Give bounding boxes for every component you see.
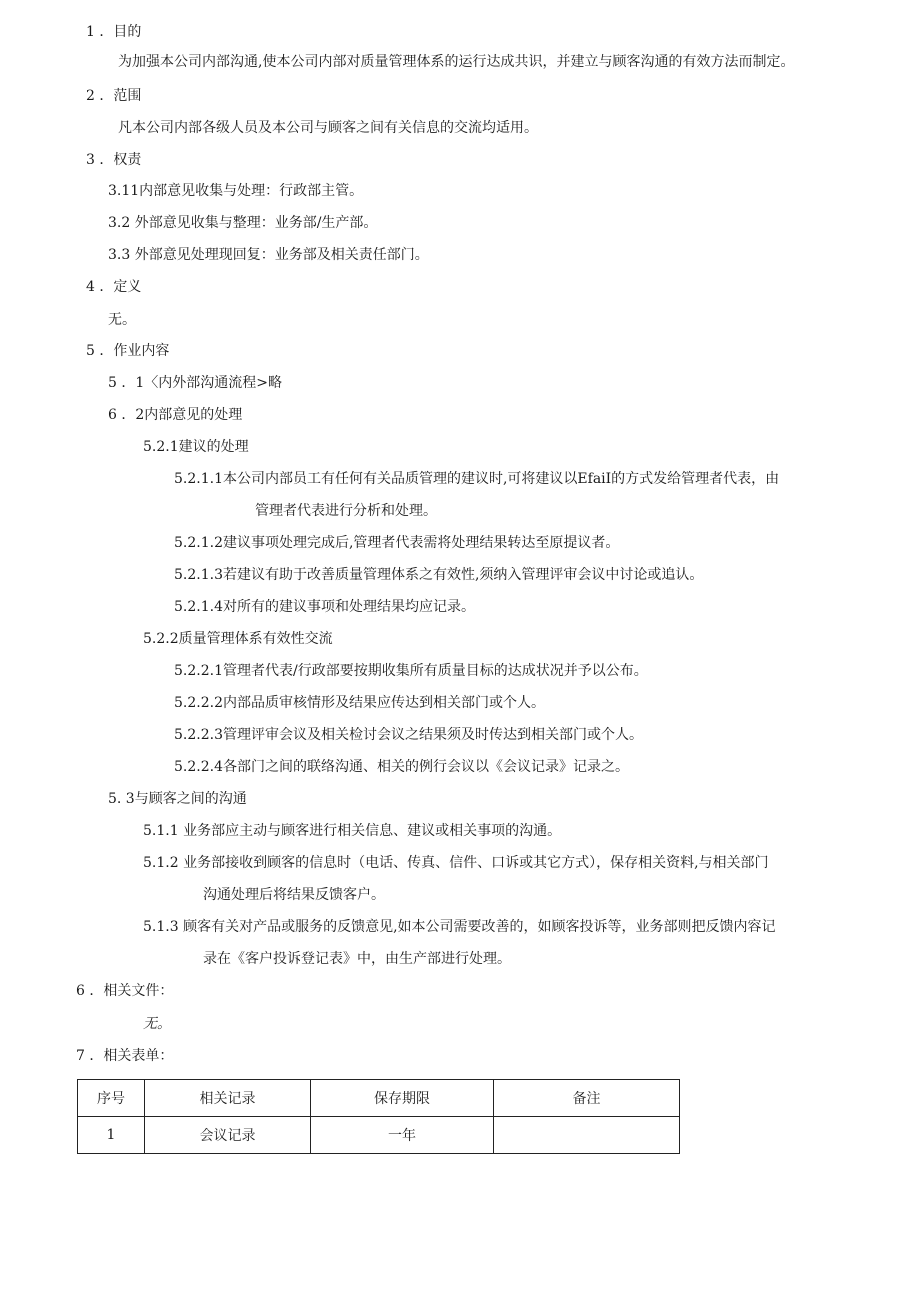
- section-3-heading: 3 ．权责: [86, 152, 142, 168]
- table-header-row: [78, 1080, 680, 1117]
- table-cell: 1: [78, 1117, 145, 1154]
- table-header-cell: 相关记录: [145, 1080, 311, 1117]
- table-cell: 会议记录: [145, 1117, 311, 1154]
- section-5-2-2: 5.2.2质量管理体系有效性交流: [143, 631, 333, 647]
- section-5-3: 5. 3与顾客之间的沟通: [108, 791, 247, 807]
- section-5-2: 6 ．2内部意见的处理: [108, 407, 243, 423]
- section-7-heading: 7 ．相关表单：: [76, 1048, 174, 1064]
- section-5-2-1-1-line1: 5.2.1.1本公司内部员工有任何有关品质管理的建议时,可将建议以EfaiI的方式发给管理者代表，由: [174, 471, 780, 487]
- section-5-2-1-4: 5.2.1.4对所有的建议事项和处理结果均应记录。: [174, 599, 475, 615]
- section-5-2-2-4: 5.2.2.4各部门之间的联络沟通、相关的例行会议以《会议记录》记录之。: [174, 759, 629, 775]
- section-5-2-2-3: 5.2.2.3管理评审会议及相关检讨会议之结果须及时传达到相关部门或个人。: [174, 727, 643, 743]
- table-cell: [494, 1117, 680, 1154]
- section-5-2-2-1: 5.2.2.1管理者代表/行政部要按期收集所有质量目标的达成状况并予以公布。: [174, 663, 648, 679]
- related-forms-table: [77, 1079, 680, 1154]
- table-header-cell: 备注: [494, 1080, 680, 1117]
- section-5-1-3-line1: 5.1.3 顾客有关对产品或服务的反馈意见,如本公司需要改善的，如顾客投诉等，业务部则把反馈内容记: [143, 919, 776, 935]
- section-4-body: 无。: [108, 312, 136, 328]
- section-5-heading: 5 ．作业内容: [86, 343, 170, 359]
- section-5-1-2-line2: 沟通处理后将结果反馈客户。: [203, 887, 385, 903]
- section-1-heading: 1 ．目的: [86, 24, 142, 40]
- section-5-2-2-2: 5.2.2.2内部品质审核情形及结果应传达到相关部门或个人。: [174, 695, 545, 711]
- section-5-1-2-line1: 5.1.2 业务部接收到顾客的信息时（电话、传真、信件、口诉或其它方式），保存相关资料,与相关部门: [143, 855, 769, 871]
- table-row: [78, 1117, 680, 1154]
- section-5-2-1-3: 5.2.1.3若建议有助于改善质量管理体系之有效性,须纳入管理评审会议中讨论或追认。: [174, 567, 704, 583]
- section-5-1: 5 ．1〈内外部沟通流程>略: [108, 375, 282, 391]
- table-header-cell: 保存期限: [311, 1080, 494, 1117]
- table-cell: 一年: [311, 1117, 494, 1154]
- section-2-heading: 2 ．范围: [86, 88, 142, 104]
- section-5-2-1: 5.2.1建议的处理: [143, 439, 249, 455]
- section-3-3: 3.3 外部意见处理现回复：业务部及相关责任部门。: [108, 247, 429, 263]
- section-6-heading: 6 ．相关文件：: [76, 983, 174, 999]
- section-6-body: 无。: [143, 1016, 171, 1032]
- section-5-1-3-line2: 录在《客户投诉登记表》中，由生产部进行处理。: [203, 951, 511, 967]
- section-5-1-1: 5.1.1 业务部应主动与顾客进行相关信息、建议或相关事项的沟通。: [143, 823, 562, 839]
- section-2-body: 凡本公司内部各级人员及本公司与顾客之间有关信息的交流均适用。: [118, 120, 538, 136]
- section-4-heading: 4 ．定义: [86, 279, 142, 295]
- table-header-cell: 序号: [78, 1080, 145, 1117]
- section-3-1: 3.11内部意见收集与处理：行政部主管。: [108, 183, 364, 199]
- section-1-body: 为加强本公司内部沟通,使本公司内部对质量管理体系的运行达成共识，并建立与顾客沟通的有效方法而制定。: [118, 54, 795, 70]
- section-3-2: 3.2 外部意见收集与整理：业务部/生产部。: [108, 215, 378, 231]
- section-5-2-1-1-line2: 管理者代表进行分析和处理。: [255, 503, 437, 519]
- section-5-2-1-2: 5.2.1.2建议事项处理完成后,管理者代表需将处理结果转达至原提议者。: [174, 535, 620, 551]
